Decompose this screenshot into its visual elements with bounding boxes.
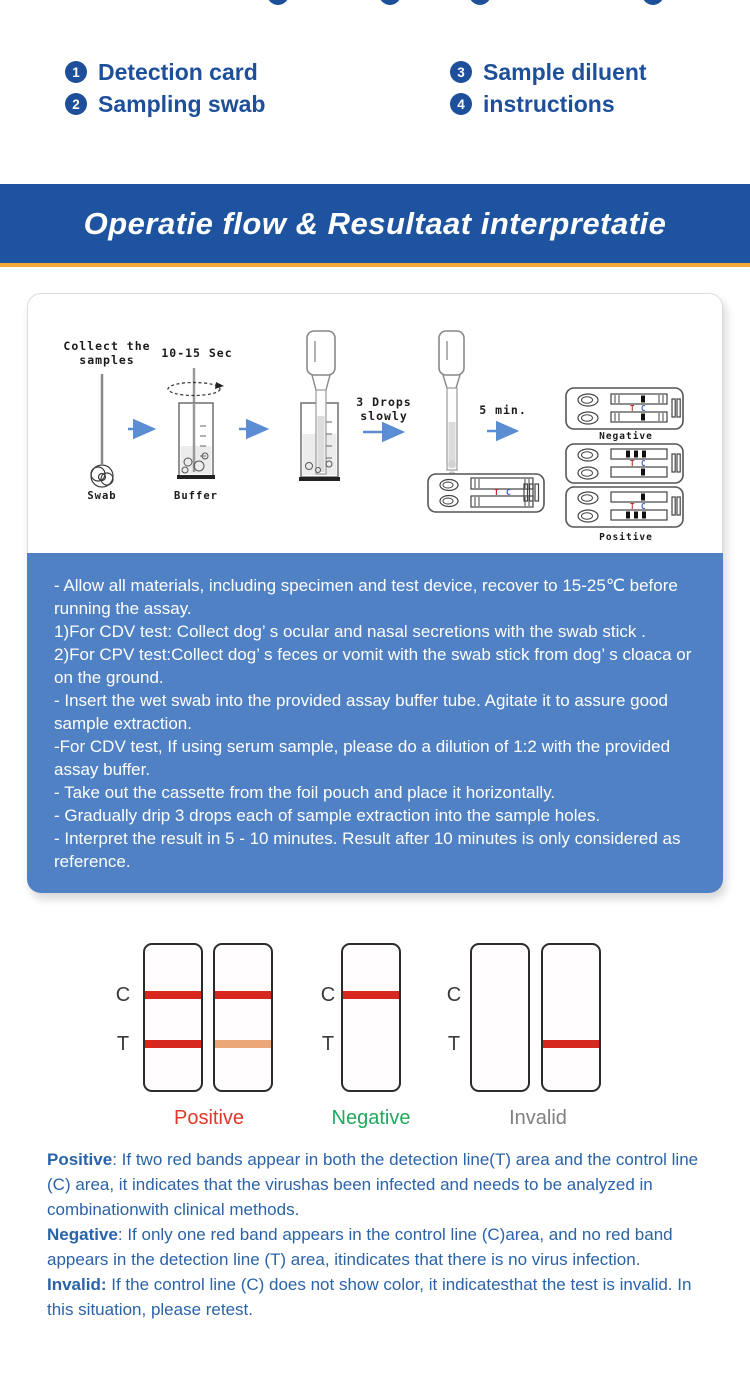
- negative-definition: [47, 1225, 673, 1269]
- kit-item-label: Sampling swab: [98, 91, 266, 117]
- cut-badge-icon: [267, 0, 289, 5]
- cut-badge-icon: [379, 0, 401, 5]
- control-band: [343, 991, 399, 999]
- number-badge-icon: 4: [450, 93, 472, 115]
- t-mark: T: [494, 488, 499, 497]
- number-badge-icon: 3: [450, 61, 472, 83]
- invalid-strip-1: [470, 943, 530, 1092]
- invalid-strip-2: [541, 943, 601, 1092]
- dropper-bulb: [307, 331, 335, 375]
- result-interpretation-text: [47, 1147, 711, 1322]
- negative-strip: [341, 943, 401, 1092]
- positive-strip-1: [143, 943, 203, 1092]
- banner-underline: [0, 263, 750, 267]
- middle-cassette: [566, 444, 683, 483]
- invalid-definition: [47, 1275, 691, 1319]
- test-band: [543, 1040, 599, 1048]
- instruction-box: [27, 553, 723, 893]
- positive-strip-2: [213, 943, 273, 1092]
- test-line-letter: T: [447, 1033, 461, 1055]
- tube-base: [177, 475, 215, 479]
- kit-item-label: instructions: [483, 91, 615, 117]
- test-line-letter: T: [321, 1033, 335, 1055]
- test-band: [145, 1040, 201, 1048]
- test-line-letter: T: [116, 1033, 130, 1055]
- number-badge-icon: 2: [65, 93, 87, 115]
- cut-badge-icon: [469, 0, 491, 5]
- stem-liquid: [318, 416, 325, 472]
- tube-base: [299, 477, 340, 481]
- negative-lead: Negative: [47, 1225, 118, 1244]
- t-mark: T: [630, 459, 635, 468]
- control-band: [215, 991, 271, 999]
- instruction-line: - Allow all materials, including specimen and test device, recover to 15-25℃ before running the assay.: [54, 576, 678, 618]
- dropper-bulb: [439, 331, 464, 375]
- invalid-lead: Invalid:: [47, 1275, 107, 1294]
- invalid-body: If the control line (C) does not show color, it indicatesthat the test is invalid. In this situation, please retest.: [47, 1275, 692, 1319]
- droplet-icon: [448, 460, 456, 468]
- collect-label-line2: samples: [79, 353, 135, 367]
- negative-body: : If only one red band appears in the control line (C)area, and no red band appears in the detection line (T) area, itindicates that there is no virus infection.: [47, 1225, 673, 1269]
- instruction-line: -For CDV test, If using serum sample, please do a dilution of 1:2 with the provided assay buffer.: [54, 737, 671, 779]
- kit-item-label: Sample diluent: [483, 59, 647, 85]
- control-band: [145, 991, 201, 999]
- section-banner: [0, 184, 750, 263]
- positive-label: Positive: [599, 532, 653, 543]
- stir-time-label: 10-15 Sec: [161, 346, 233, 360]
- wait-time-label: 5 min.: [479, 403, 527, 417]
- negative-cassette: [566, 388, 683, 429]
- kit-item-label: Detection card: [98, 59, 258, 85]
- instruction-line: - Take out the cassette from the foil pouch and place it horizontally.: [54, 783, 556, 802]
- positive-lead: Positive: [47, 1150, 113, 1169]
- kit-item-instructions: [450, 93, 615, 115]
- positive-result-label: Positive: [173, 1107, 245, 1129]
- drops-label-line2: slowly: [360, 409, 408, 423]
- collect-label-line1: Collect the: [63, 339, 151, 353]
- dropper-neck: [312, 375, 330, 390]
- instruction-line: 2)For CPV test:Collect dog’ s feces or vomit with the swab stick from dog’ s cloaca or on the ground.: [54, 645, 692, 687]
- c-mark: C: [641, 404, 646, 413]
- control-line-letter: C: [446, 984, 462, 1006]
- rotate-arrowhead-icon: [215, 382, 224, 389]
- procedure-card: [27, 293, 723, 893]
- c-mark: C: [506, 488, 511, 497]
- c-mark: C: [641, 459, 646, 468]
- instruction-line: - Interpret the result in 5 - 10 minutes. Result after 10 minutes is only considered as reference.: [54, 829, 681, 871]
- invalid-result-label: Invalid: [509, 1107, 567, 1129]
- dropper-neck: [443, 375, 460, 388]
- swab-label: Swab: [87, 490, 117, 502]
- kit-item-detection-card: [65, 61, 258, 83]
- kit-item-sampling-swab: [65, 93, 265, 115]
- negative-label: Negative: [599, 431, 653, 442]
- t-mark: T: [630, 404, 635, 413]
- instruction-line: 1)For CDV test: Collect dog’ s ocular and nasal secretions with the swab stick .: [54, 622, 646, 641]
- kit-item-sample-diluent: [450, 61, 647, 83]
- positive-definition: [47, 1150, 698, 1219]
- test-cassette: [428, 474, 544, 512]
- control-line-letter: C: [320, 984, 336, 1006]
- control-line-letter: C: [115, 984, 131, 1006]
- section-title: Operatie flow & Resultaat interpretatie: [83, 205, 667, 241]
- result-strips-section: [0, 930, 750, 1142]
- negative-result-label: Negative: [331, 1107, 411, 1129]
- instruction-line: - Gradually drip 3 drops each of sample extraction into the sample holes.: [54, 806, 601, 825]
- cut-badge-icon: [642, 0, 664, 5]
- procedure-flow-diagram: [28, 294, 722, 553]
- number-badge-icon: 1: [65, 61, 87, 83]
- t-mark: T: [630, 502, 635, 511]
- faint-test-band: [215, 1040, 271, 1048]
- positive-cassette: [566, 487, 683, 527]
- positive-body: : If two red bands appear in both the detection line(T) area and the control line (C) area, it indicates that the virushas been infected and needs to be analyzed in combinationwith clinical methods.: [47, 1150, 699, 1219]
- c-mark: C: [641, 502, 646, 511]
- instruction-line: - Insert the wet swab into the provided assay buffer tube. Agitate it to assure good sample extraction.: [54, 691, 668, 733]
- drops-label-line1: 3 Drops: [356, 395, 412, 409]
- swab-tip: [91, 465, 113, 487]
- buffer-label: Buffer: [174, 490, 218, 502]
